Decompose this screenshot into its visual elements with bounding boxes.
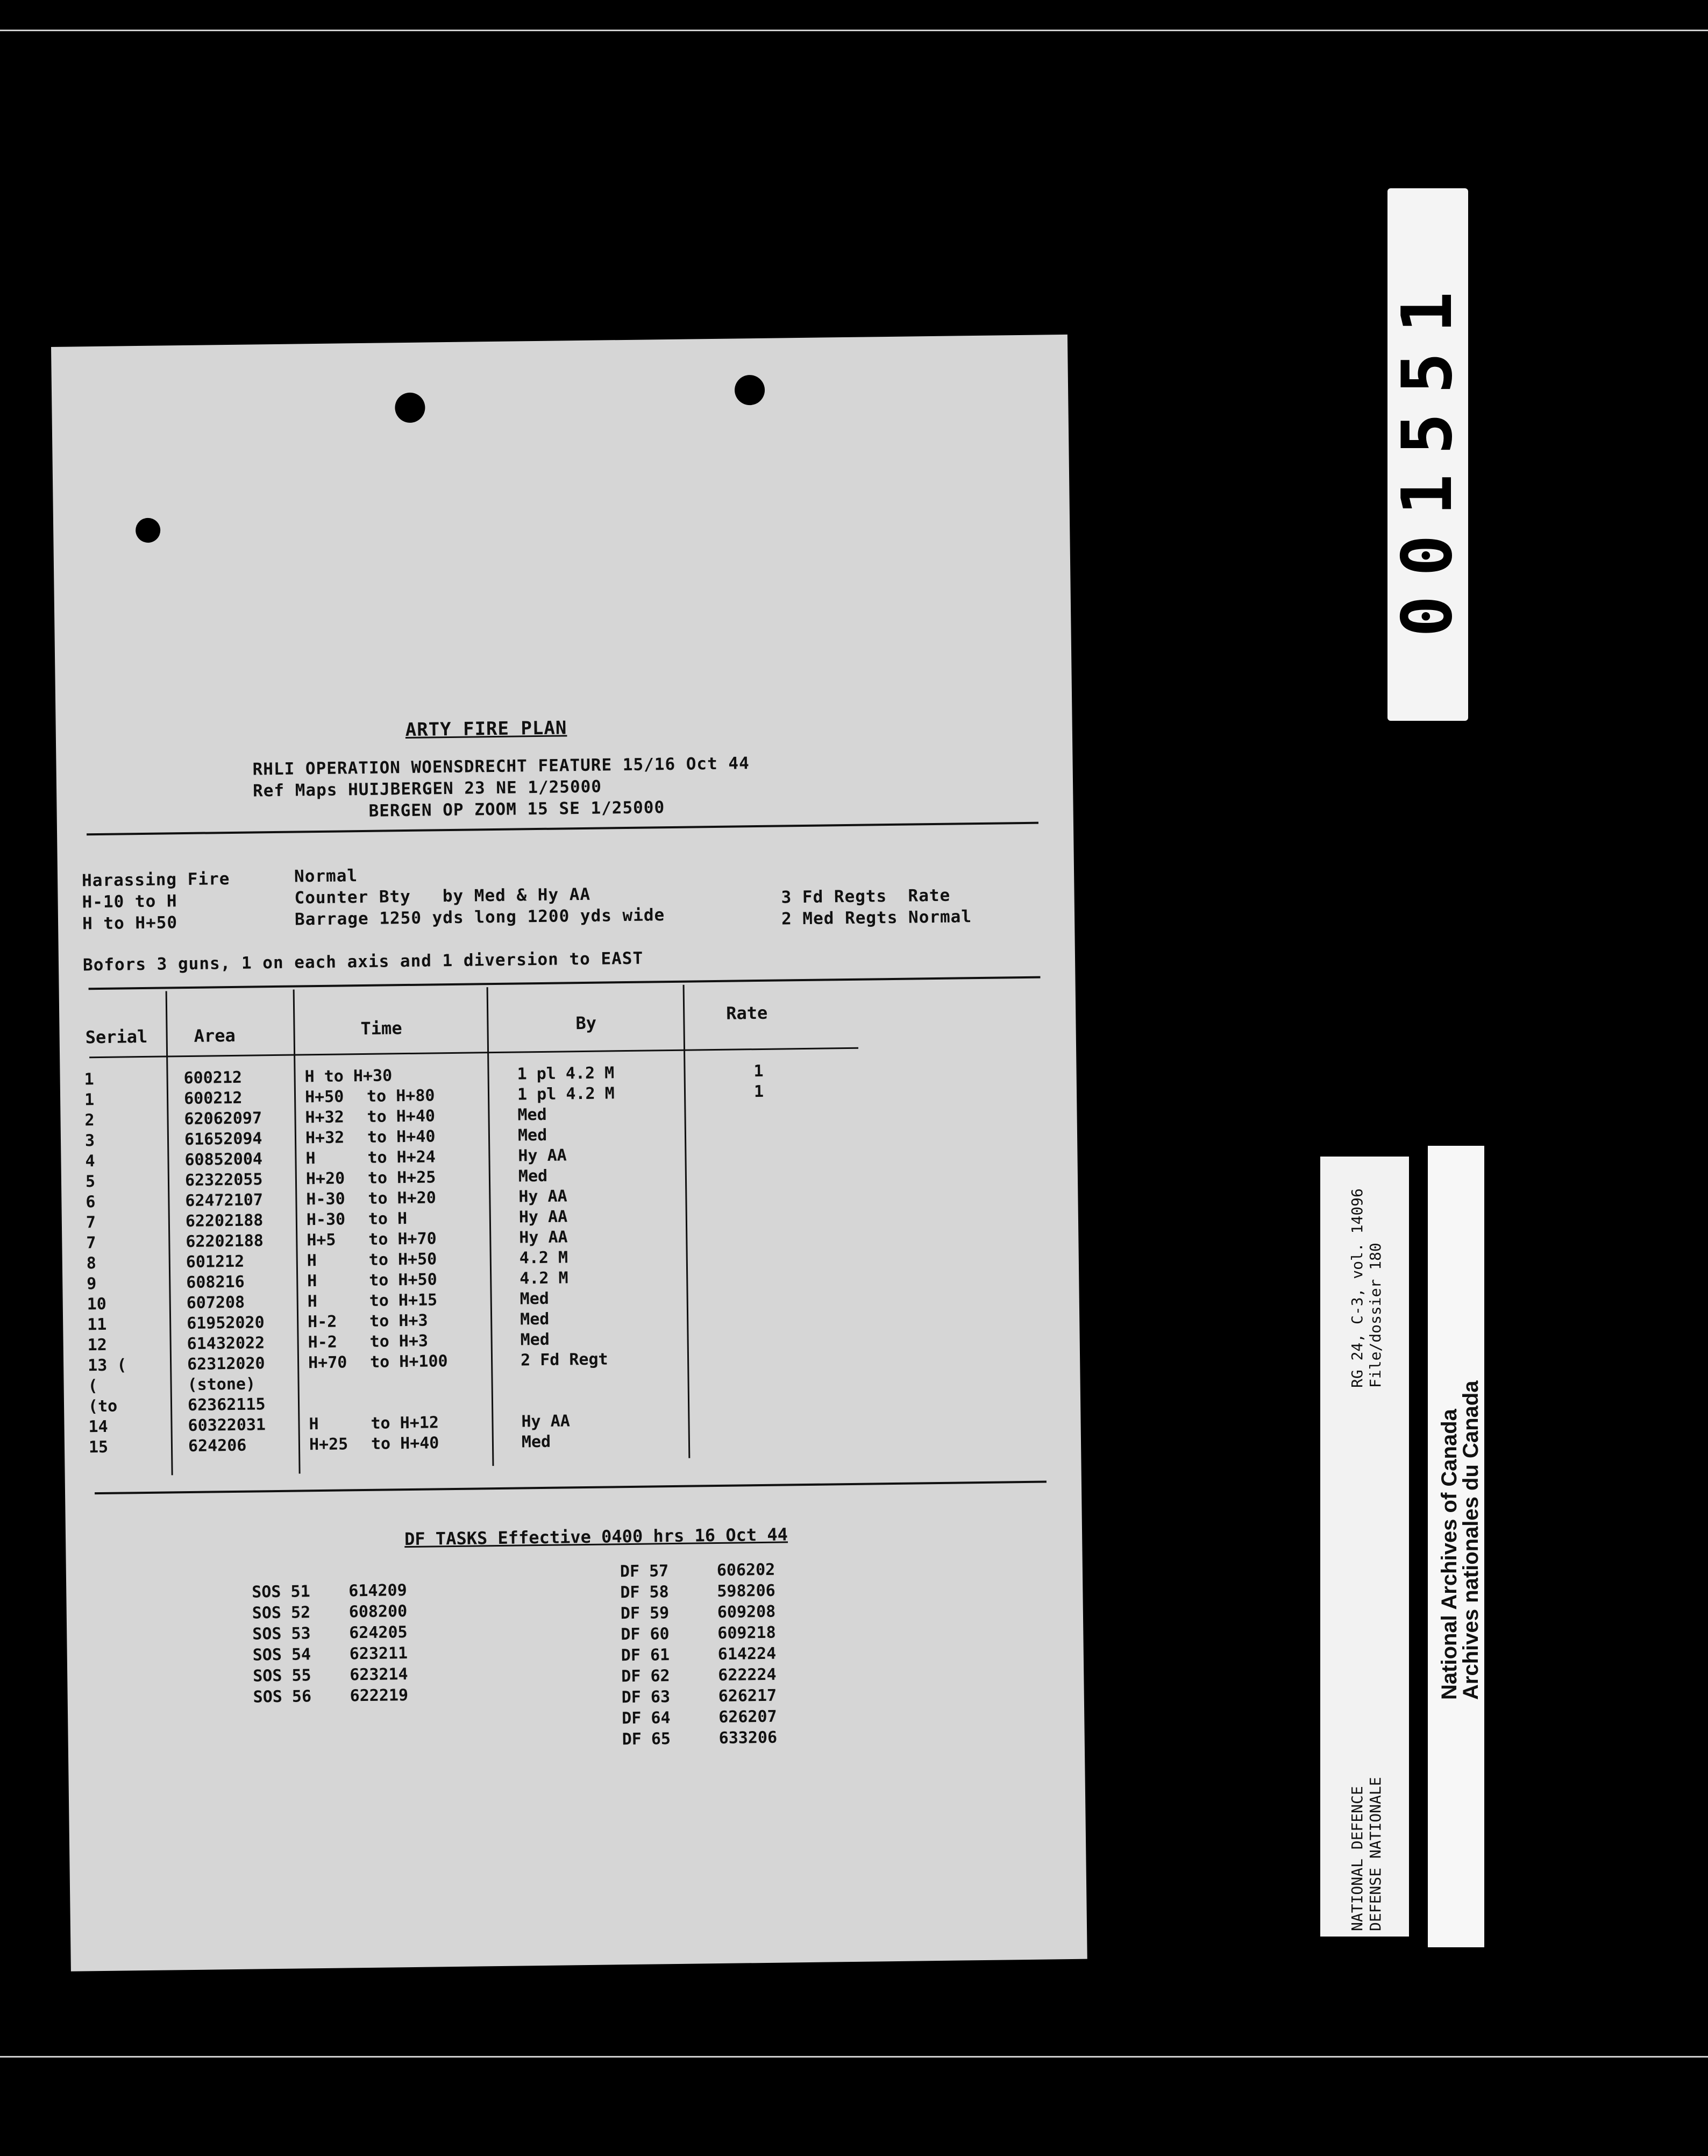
cell-by: Hy AA (518, 1187, 567, 1207)
cell-time-to: to H+12 (371, 1413, 439, 1433)
df-task-ref: 626207 (718, 1707, 777, 1727)
cell-by: Med (517, 1125, 547, 1145)
cell-serial: 2 (84, 1111, 95, 1130)
sos-task-ref: 623214 (349, 1665, 408, 1685)
cell-serial: 6 (86, 1193, 96, 1212)
archive-reference-line-2: File/dossier 180 (1367, 1243, 1384, 1388)
col-header-serial: Serial (85, 1026, 148, 1048)
bofors-line: Bofors 3 guns, 1 on each axis and 1 diversion to EAST (82, 948, 644, 975)
cell-time-from: H (307, 1251, 317, 1271)
cell-area: 62472107 (185, 1190, 264, 1211)
table-header-rule (89, 1047, 858, 1058)
cell-by: 2 Fd Regt (520, 1350, 608, 1370)
cell-time-from: H+50 (304, 1087, 344, 1107)
cell-serial: 7 (86, 1213, 96, 1232)
cell-time-to: to H+50 (368, 1250, 437, 1270)
cell-time-from: H (305, 1149, 316, 1168)
cell-time-from: H-30 (306, 1210, 346, 1230)
table-bottom-rule (95, 1481, 1047, 1495)
fire-plan-table (60, 1059, 979, 1458)
col-header-rate: Rate (725, 1002, 768, 1024)
cell-time-to: to H+100 (369, 1352, 448, 1372)
cell-serial: (to (88, 1396, 118, 1416)
cell-time-from: H-2 (307, 1312, 337, 1332)
cell-time-to: to H+20 (368, 1188, 437, 1208)
cell-by: 1 pl 4.2 M (517, 1084, 615, 1104)
dept-name-fr: DEFENSE NATIONALE (1367, 1777, 1384, 1931)
cell-time-to: to H+15 (369, 1290, 438, 1310)
cell-time-from: H (309, 1415, 319, 1434)
archive-reference-label (1320, 1157, 1409, 1937)
barrage-line: Barrage 1250 yds long 1200 yds wide (294, 905, 665, 930)
cell-time-to: to H+80 (366, 1086, 435, 1106)
cell-by: Med (517, 1105, 547, 1125)
cell-by: 4.2 M (519, 1268, 568, 1288)
cell-serial: 12 (87, 1335, 108, 1355)
dept-name-en: NATIONAL DEFENCE (1348, 1786, 1366, 1931)
cell-area: 62322055 (184, 1170, 263, 1190)
punch-hole-icon (136, 518, 161, 543)
cell-serial: 15 (88, 1437, 109, 1457)
df-task-label: DF 57 (620, 1562, 669, 1581)
cell-rate: 1 (753, 1082, 764, 1102)
cell-serial: 13 ( (87, 1356, 127, 1375)
frame-number: 001551 (1387, 272, 1468, 637)
table-top-rule (89, 976, 1041, 990)
cell-serial: 7 (86, 1233, 96, 1253)
cell-time-to: to H+70 (368, 1229, 437, 1249)
header-line-operation: RHLI OPERATION WOENSDRECHT FEATURE 15/16 Oct 44 (252, 754, 750, 779)
cell-serial: 9 (87, 1274, 97, 1294)
cell-by: Hy AA (518, 1207, 568, 1227)
cell-area: 608216 (186, 1272, 245, 1293)
frame-number-stamp (1387, 188, 1468, 721)
df-tasks-title: DF TASKS Effective 0400 hrs 16 Oct 44 (404, 1524, 788, 1550)
cell-time-from: H+25 (309, 1435, 348, 1455)
sos-task-ref: 622219 (350, 1686, 409, 1706)
cell-time-from: H to H+30 (304, 1066, 393, 1087)
cell-time-to: to H+40 (367, 1127, 436, 1147)
cell-by: Med (519, 1309, 550, 1329)
df-task-ref: 626217 (718, 1686, 777, 1706)
df-task-label: DF 61 (621, 1646, 670, 1665)
cell-serial: 8 (86, 1254, 97, 1273)
sos-task-label: SOS 55 (253, 1666, 311, 1686)
cell-time-from: H (307, 1272, 317, 1291)
df-task-label: DF 60 (621, 1625, 670, 1644)
df-task-label: DF 64 (622, 1708, 671, 1728)
df-task-ref: 609208 (717, 1602, 776, 1622)
cell-rate: 1 (753, 1061, 764, 1081)
cell-time-from: H+5 (307, 1230, 336, 1250)
df-task-label: DF 65 (622, 1729, 671, 1749)
cell-area: 60852004 (184, 1150, 263, 1170)
archives-name-en: National Archives of Canada (1437, 1409, 1461, 1700)
cell-by: Med (519, 1289, 550, 1309)
cell-area: 624206 (188, 1436, 247, 1456)
section-divider (87, 822, 1038, 836)
punch-hole-icon (395, 393, 425, 423)
sos-task-label: SOS 56 (253, 1687, 312, 1707)
df-task-label: DF 62 (621, 1666, 670, 1686)
cell-serial: 1 (84, 1070, 94, 1089)
cell-time-to: to H (368, 1209, 408, 1229)
col-header-by: By (575, 1012, 597, 1034)
sos-task-ref: 614209 (348, 1581, 407, 1601)
cell-time-to: to H+24 (367, 1147, 436, 1167)
header-line-ref-maps-2: BERGEN OP ZOOM 15 SE 1/25000 (368, 798, 665, 821)
cell-by: Med (520, 1330, 550, 1350)
cell-by: Med (521, 1432, 551, 1452)
cell-serial: 10 (87, 1294, 107, 1314)
cell-serial: 14 (88, 1417, 108, 1437)
cell-time-from: H-30 (306, 1189, 345, 1209)
cell-area: 61952020 (186, 1313, 265, 1334)
cell-time-from: H-2 (308, 1332, 338, 1352)
cell-area: 600212 (183, 1068, 243, 1088)
cell-by: Hy AA (521, 1412, 570, 1431)
cell-area: 61652094 (184, 1129, 262, 1150)
header-line-ref-maps: Ref Maps HUIJBERGEN 23 NE 1/25000 (252, 777, 602, 801)
cell-area: 62202188 (186, 1231, 264, 1252)
col-header-time: Time (360, 1018, 402, 1039)
document-title: ARTY FIRE PLAN (405, 717, 567, 741)
harassing-time-2: H to H+50 (82, 913, 178, 934)
df-task-ref: 598206 (717, 1581, 775, 1601)
cell-time-to: to H+3 (369, 1311, 428, 1331)
cell-time-from: H (307, 1292, 317, 1311)
cell-by: 1 pl 4.2 M (517, 1063, 615, 1084)
cell-area: 62202188 (185, 1211, 264, 1231)
harassing-time-1: H-10 to H (82, 891, 177, 912)
df-task-list (620, 1560, 778, 1750)
cell-area: 601212 (186, 1252, 245, 1272)
cell-area: 61432022 (187, 1334, 265, 1354)
df-task-ref: 609218 (717, 1623, 776, 1643)
col-header-area: Area (194, 1025, 236, 1046)
df-task-ref: 606202 (716, 1560, 775, 1580)
cell-time-from: H+32 (305, 1108, 344, 1127)
regts-line-2: 2 Med Regts Normal (781, 907, 972, 929)
harassing-normal: Normal (294, 866, 358, 886)
cell-by: 4.2 M (519, 1248, 568, 1268)
cell-serial: 11 (87, 1315, 107, 1335)
cell-serial: 3 (84, 1131, 95, 1151)
cell-serial: ( (88, 1377, 98, 1396)
archives-name-fr: Archives nationales du Canada (1459, 1380, 1483, 1700)
cell-area: 607208 (186, 1293, 245, 1313)
cell-by: Hy AA (519, 1228, 568, 1247)
df-task-ref: 633206 (718, 1728, 778, 1748)
cell-time-from: H+70 (308, 1353, 347, 1373)
cell-serial: 5 (85, 1172, 96, 1192)
sos-task-list (252, 1581, 409, 1708)
cell-time-from: H+32 (305, 1128, 345, 1148)
punch-hole-icon (735, 375, 765, 406)
cell-serial: 4 (85, 1152, 95, 1171)
cell-serial: 1 (84, 1090, 95, 1110)
archives-canada-label (1428, 1146, 1484, 1947)
film-frame-top-border (0, 30, 1708, 31)
film-frame-bottom-border (0, 2056, 1708, 2058)
counter-bty: Counter Bty by Med & Hy AA (294, 884, 591, 908)
harassing-fire-label: Harassing Fire (81, 869, 230, 891)
cell-area: 62312020 (187, 1354, 265, 1374)
cell-area: 62062097 (184, 1109, 262, 1129)
df-task-label: DF 58 (620, 1583, 669, 1602)
cell-time-to: to H+50 (369, 1270, 437, 1290)
cell-time-to: to H+25 (367, 1168, 436, 1188)
cell-time-to: to H+40 (371, 1434, 439, 1453)
cell-time-to: to H+40 (367, 1107, 436, 1126)
document-page (51, 335, 1087, 1971)
sos-task-label: SOS 52 (252, 1603, 311, 1623)
df-task-ref: 622224 (718, 1665, 777, 1685)
sos-task-ref: 624205 (349, 1623, 408, 1643)
cell-time-from: H+20 (305, 1169, 345, 1189)
archive-reference-line-1: RG 24, C-3, vol. 14096 (1348, 1188, 1366, 1388)
cell-by: Hy AA (518, 1146, 567, 1166)
sos-task-ref: 623211 (349, 1644, 408, 1664)
cell-area: 600212 (183, 1088, 243, 1109)
cell-area: 60322031 (188, 1415, 266, 1436)
df-task-label: DF 63 (621, 1687, 671, 1707)
sos-task-label: SOS 53 (252, 1624, 311, 1644)
df-task-ref: 614224 (717, 1644, 777, 1664)
regts-line-1: 3 Fd Regts Rate (781, 885, 951, 907)
cell-by: Med (518, 1166, 548, 1186)
cell-area: (stone) (187, 1374, 256, 1395)
df-task-label: DF 59 (620, 1604, 670, 1623)
sos-task-ref: 608200 (348, 1602, 408, 1622)
sos-task-label: SOS 51 (252, 1582, 310, 1602)
cell-area: 62362115 (187, 1395, 266, 1415)
cell-time-to: to H+3 (369, 1331, 429, 1351)
sos-task-label: SOS 54 (252, 1645, 311, 1665)
